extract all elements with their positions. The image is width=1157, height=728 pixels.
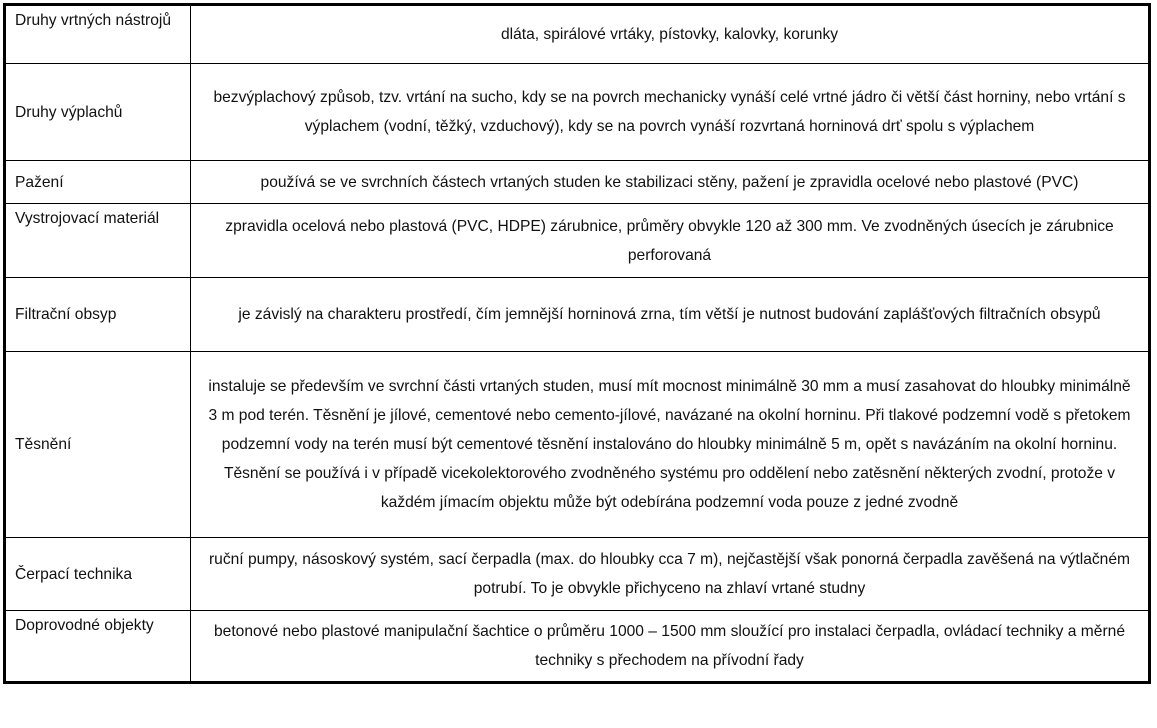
table-row	[5, 5, 1150, 64]
row-label: Těsnění	[5, 352, 191, 538]
row-value: instaluje se především ve svrchní části vrtaných studen, musí mít mocnost minimálně 30 mm a musí zasahovat do hloubky minimálně 3 m pod terén. Těsnění je jílové, cementové nebo cemento-jílové, navázané na okolní horninu. Při tlakové podzemní vodě s přetokem podzemní vody na terén musí být cementové těsnění instalováno do hloubky minimálně 5 m, opět s navázáním na okolní horninu. Těsnění se používá i v případě vicekolektorového zvodněného systému pro oddělení nebo zatěsnění některých zvodní, protože v každém jímacím objektu může být odebírána podzemní voda pouze z jedné zvodně	[191, 352, 1150, 538]
document-page	[3, 3, 1151, 721]
row-label: Vystrojovací materiál	[5, 204, 191, 278]
row-value: betonové nebo plastové manipulační šachtice o průměru 1000 – 1500 mm sloužící pro instalaci čerpadla, ovládací techniky a měrné techniky s přechodem na přívodní řady	[191, 611, 1150, 683]
row-label: Doprovodné objekty	[5, 611, 191, 683]
row-value: zpravidla ocelová nebo plastová (PVC, HDPE) zárubnice, průměry obvykle 120 až 300 mm. Ve zvodněných úsecích je zárubnice perforovaná	[191, 204, 1150, 278]
table-row	[5, 64, 1150, 161]
table-row	[5, 352, 1150, 538]
row-label: Druhy výplachů	[5, 64, 191, 161]
row-value: ruční pumpy, násoskový systém, sací čerpadla (max. do hloubky cca 7 m), nejčastější však ponorná čerpadla zavěšená na výtlačném potrubí. To je obvykle přichyceno na zhlaví vrtané studny	[191, 538, 1150, 611]
row-label: Filtrační obsyp	[5, 278, 191, 352]
well-construction-table	[3, 3, 1151, 684]
table-row	[5, 611, 1150, 683]
table-row	[5, 204, 1150, 278]
row-label: Pažení	[5, 161, 191, 204]
row-value: používá se ve svrchních částech vrtaných studen ke stabilizaci stěny, pažení je zpravidla ocelové nebo plastové (PVC)	[191, 161, 1150, 204]
row-label: Čerpací technika	[5, 538, 191, 611]
table-row	[5, 538, 1150, 611]
row-value: dláta, spirálové vrtáky, pístovky, kalovky, korunky	[191, 5, 1150, 64]
table-row	[5, 278, 1150, 352]
row-value: bezvýplachový způsob, tzv. vrtání na sucho, kdy se na povrch mechanicky vynáší celé vrtné jádro či větší část horniny, nebo vrtání s výplachem (vodní, těžký, vzduchový), kdy se na povrch vynáší rozvrtaná horninová drť spolu s výplachem	[191, 64, 1150, 161]
row-value: je závislý na charakteru prostředí, čím jemnější horninová zrna, tím větší je nutnost budování zaplášťových filtračních obsypů	[191, 278, 1150, 352]
table-row	[5, 161, 1150, 204]
row-label: Druhy vrtných nástrojů	[5, 5, 191, 64]
